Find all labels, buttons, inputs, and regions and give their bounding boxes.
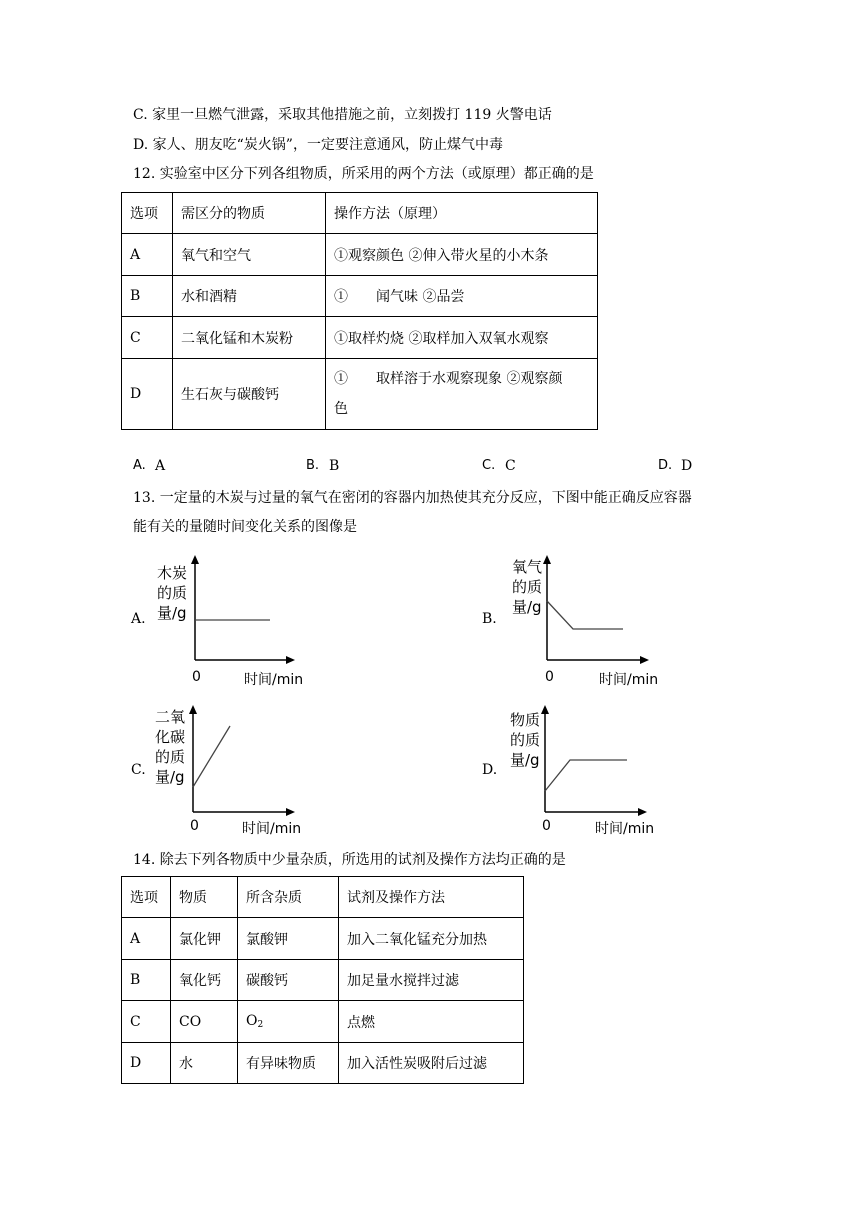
table-cell: 试剂及操作方法 xyxy=(339,877,524,918)
answer-value: D xyxy=(681,458,693,474)
answer-options xyxy=(133,458,733,476)
table-cell: B xyxy=(122,276,173,317)
table-cell: C xyxy=(122,1001,171,1043)
graph-b-label: B. xyxy=(482,611,497,627)
table-cell-line: ① 取样溶于水观察现象 ②观察颜 xyxy=(334,371,563,387)
table-row xyxy=(122,1001,524,1043)
answer-value: B xyxy=(329,458,340,474)
table-cell: 加入活性炭吸附后过滤 xyxy=(339,1043,524,1084)
table-row xyxy=(122,1043,524,1084)
table-cell: 所含杂质 xyxy=(238,877,339,918)
table-cell: 加入二氧化锰充分加热 xyxy=(339,918,524,960)
table-cell: ①取样灼烧 ②取样加入双氧水观察 xyxy=(326,317,598,359)
table-cell: 氯化钾 xyxy=(171,918,238,960)
graph-c-x-axis-label: 时间/min xyxy=(242,821,302,837)
answer-letter: C. xyxy=(482,458,496,473)
graph-a xyxy=(185,555,295,665)
table-cell: 氧气和空气 xyxy=(173,234,326,276)
answer-value: A xyxy=(155,458,166,474)
graph-c-y-axis-label: 二氧 化碳 的质 量/g xyxy=(155,708,186,786)
table-cell: 有异味物质 xyxy=(238,1043,339,1084)
graph-b-x-axis-label: 时间/min xyxy=(599,672,659,688)
table-cell: 水 xyxy=(171,1043,238,1084)
graph-a-x-axis-label: 时间/min xyxy=(244,672,304,688)
table-cell: 选项 xyxy=(122,193,173,234)
graph-c xyxy=(183,705,295,817)
table-row xyxy=(122,317,598,359)
table-cell: 二氧化锰和木炭粉 xyxy=(173,317,326,359)
table-cell: 需区分的物质 xyxy=(173,193,326,234)
answer-value: C xyxy=(505,458,516,474)
answer-letter: D. xyxy=(658,458,673,473)
table-cell: A xyxy=(122,918,171,960)
table-cell: 选项 xyxy=(122,877,171,918)
table-cell: 加足量水搅拌过滤 xyxy=(339,960,524,1001)
graph-a-label: A. xyxy=(131,611,146,627)
table-row xyxy=(122,359,598,430)
table-cell: 碳酸钙 xyxy=(238,960,339,1001)
table-row xyxy=(122,877,524,918)
table-cell: 水和酒精 xyxy=(173,276,326,317)
question-13-stem-line1: 13. 一定量的木炭与过量的氧气在密闭的容器内加热使其充分反应，下图中能正确反应容器 xyxy=(133,490,692,506)
question-13-stem-line2: 能有关的量随时间变化关系的图像是 xyxy=(133,519,357,535)
graph-a-y-axis-label: 木炭 的质 量/g xyxy=(157,564,188,622)
option-c-text: C. 家里一旦燃气泄露，采取其他措施之前，立刻拨打 119 火警电话 xyxy=(133,107,552,123)
table-row xyxy=(122,918,524,960)
table-cell xyxy=(238,1001,339,1043)
graph-b xyxy=(537,555,649,665)
table-cell: 操作方法（原理） xyxy=(326,193,598,234)
table-cell: 物质 xyxy=(171,877,238,918)
graph-d-y-axis-label: 物质 的质 量/g xyxy=(510,711,541,769)
graph-b-series-line xyxy=(547,601,623,629)
question-12-table xyxy=(121,192,598,430)
table-cell-line: 色 xyxy=(334,401,348,417)
table-cell: A xyxy=(122,234,173,276)
table-cell: 点燃 xyxy=(339,1001,524,1043)
graph-d xyxy=(535,705,647,817)
graph-c-label: C. xyxy=(131,762,146,778)
question-14-table xyxy=(121,876,524,1084)
table-row xyxy=(122,276,598,317)
table-cell: C xyxy=(122,317,173,359)
table-row xyxy=(122,960,524,1001)
graph-c-origin: 0 xyxy=(190,818,199,834)
formula-subscript: 2 xyxy=(257,1020,264,1030)
graph-a-origin: 0 xyxy=(192,669,201,685)
graph-d-label: D. xyxy=(482,762,498,778)
graph-d-origin: 0 xyxy=(542,818,551,834)
graph-d-x-axis-label: 时间/min xyxy=(595,821,655,837)
answer-letter: A. xyxy=(133,458,146,473)
question-12-stem: 12. 实验室中区分下列各组物质，所采用的两个方法（或原理）都正确的是 xyxy=(133,166,594,182)
table-cell: ① 闻气味 ②品尝 xyxy=(326,276,598,317)
graph-c-series-line xyxy=(193,726,230,787)
table-cell: 氯酸钾 xyxy=(238,918,339,960)
table-cell: 生石灰与碳酸钙 xyxy=(173,359,326,430)
table-cell: D xyxy=(122,359,173,430)
table-cell: ①观察颜色 ②伸入带火星的小木条 xyxy=(326,234,598,276)
table-row xyxy=(122,234,598,276)
table-cell: D xyxy=(122,1043,171,1084)
table-cell: 氧化钙 xyxy=(171,960,238,1001)
question-14-stem: 14. 除去下列各物质中少量杂质，所选用的试剂及操作方法均正确的是 xyxy=(133,852,566,868)
table-row xyxy=(122,193,598,234)
option-d-text: D. 家人、朋友吃“炭火锅”，一定要注意通风，防止煤气中毒 xyxy=(133,137,503,153)
formula-o: O xyxy=(246,1013,258,1029)
answer-letter: B. xyxy=(306,458,320,473)
table-cell: B xyxy=(122,960,171,1001)
graph-b-y-axis-label: 氧气 的质 量/g xyxy=(512,558,543,616)
graph-b-origin: 0 xyxy=(545,669,554,685)
table-cell: CO xyxy=(171,1001,238,1043)
graph-d-series-line xyxy=(545,760,627,791)
table-cell xyxy=(326,359,598,430)
